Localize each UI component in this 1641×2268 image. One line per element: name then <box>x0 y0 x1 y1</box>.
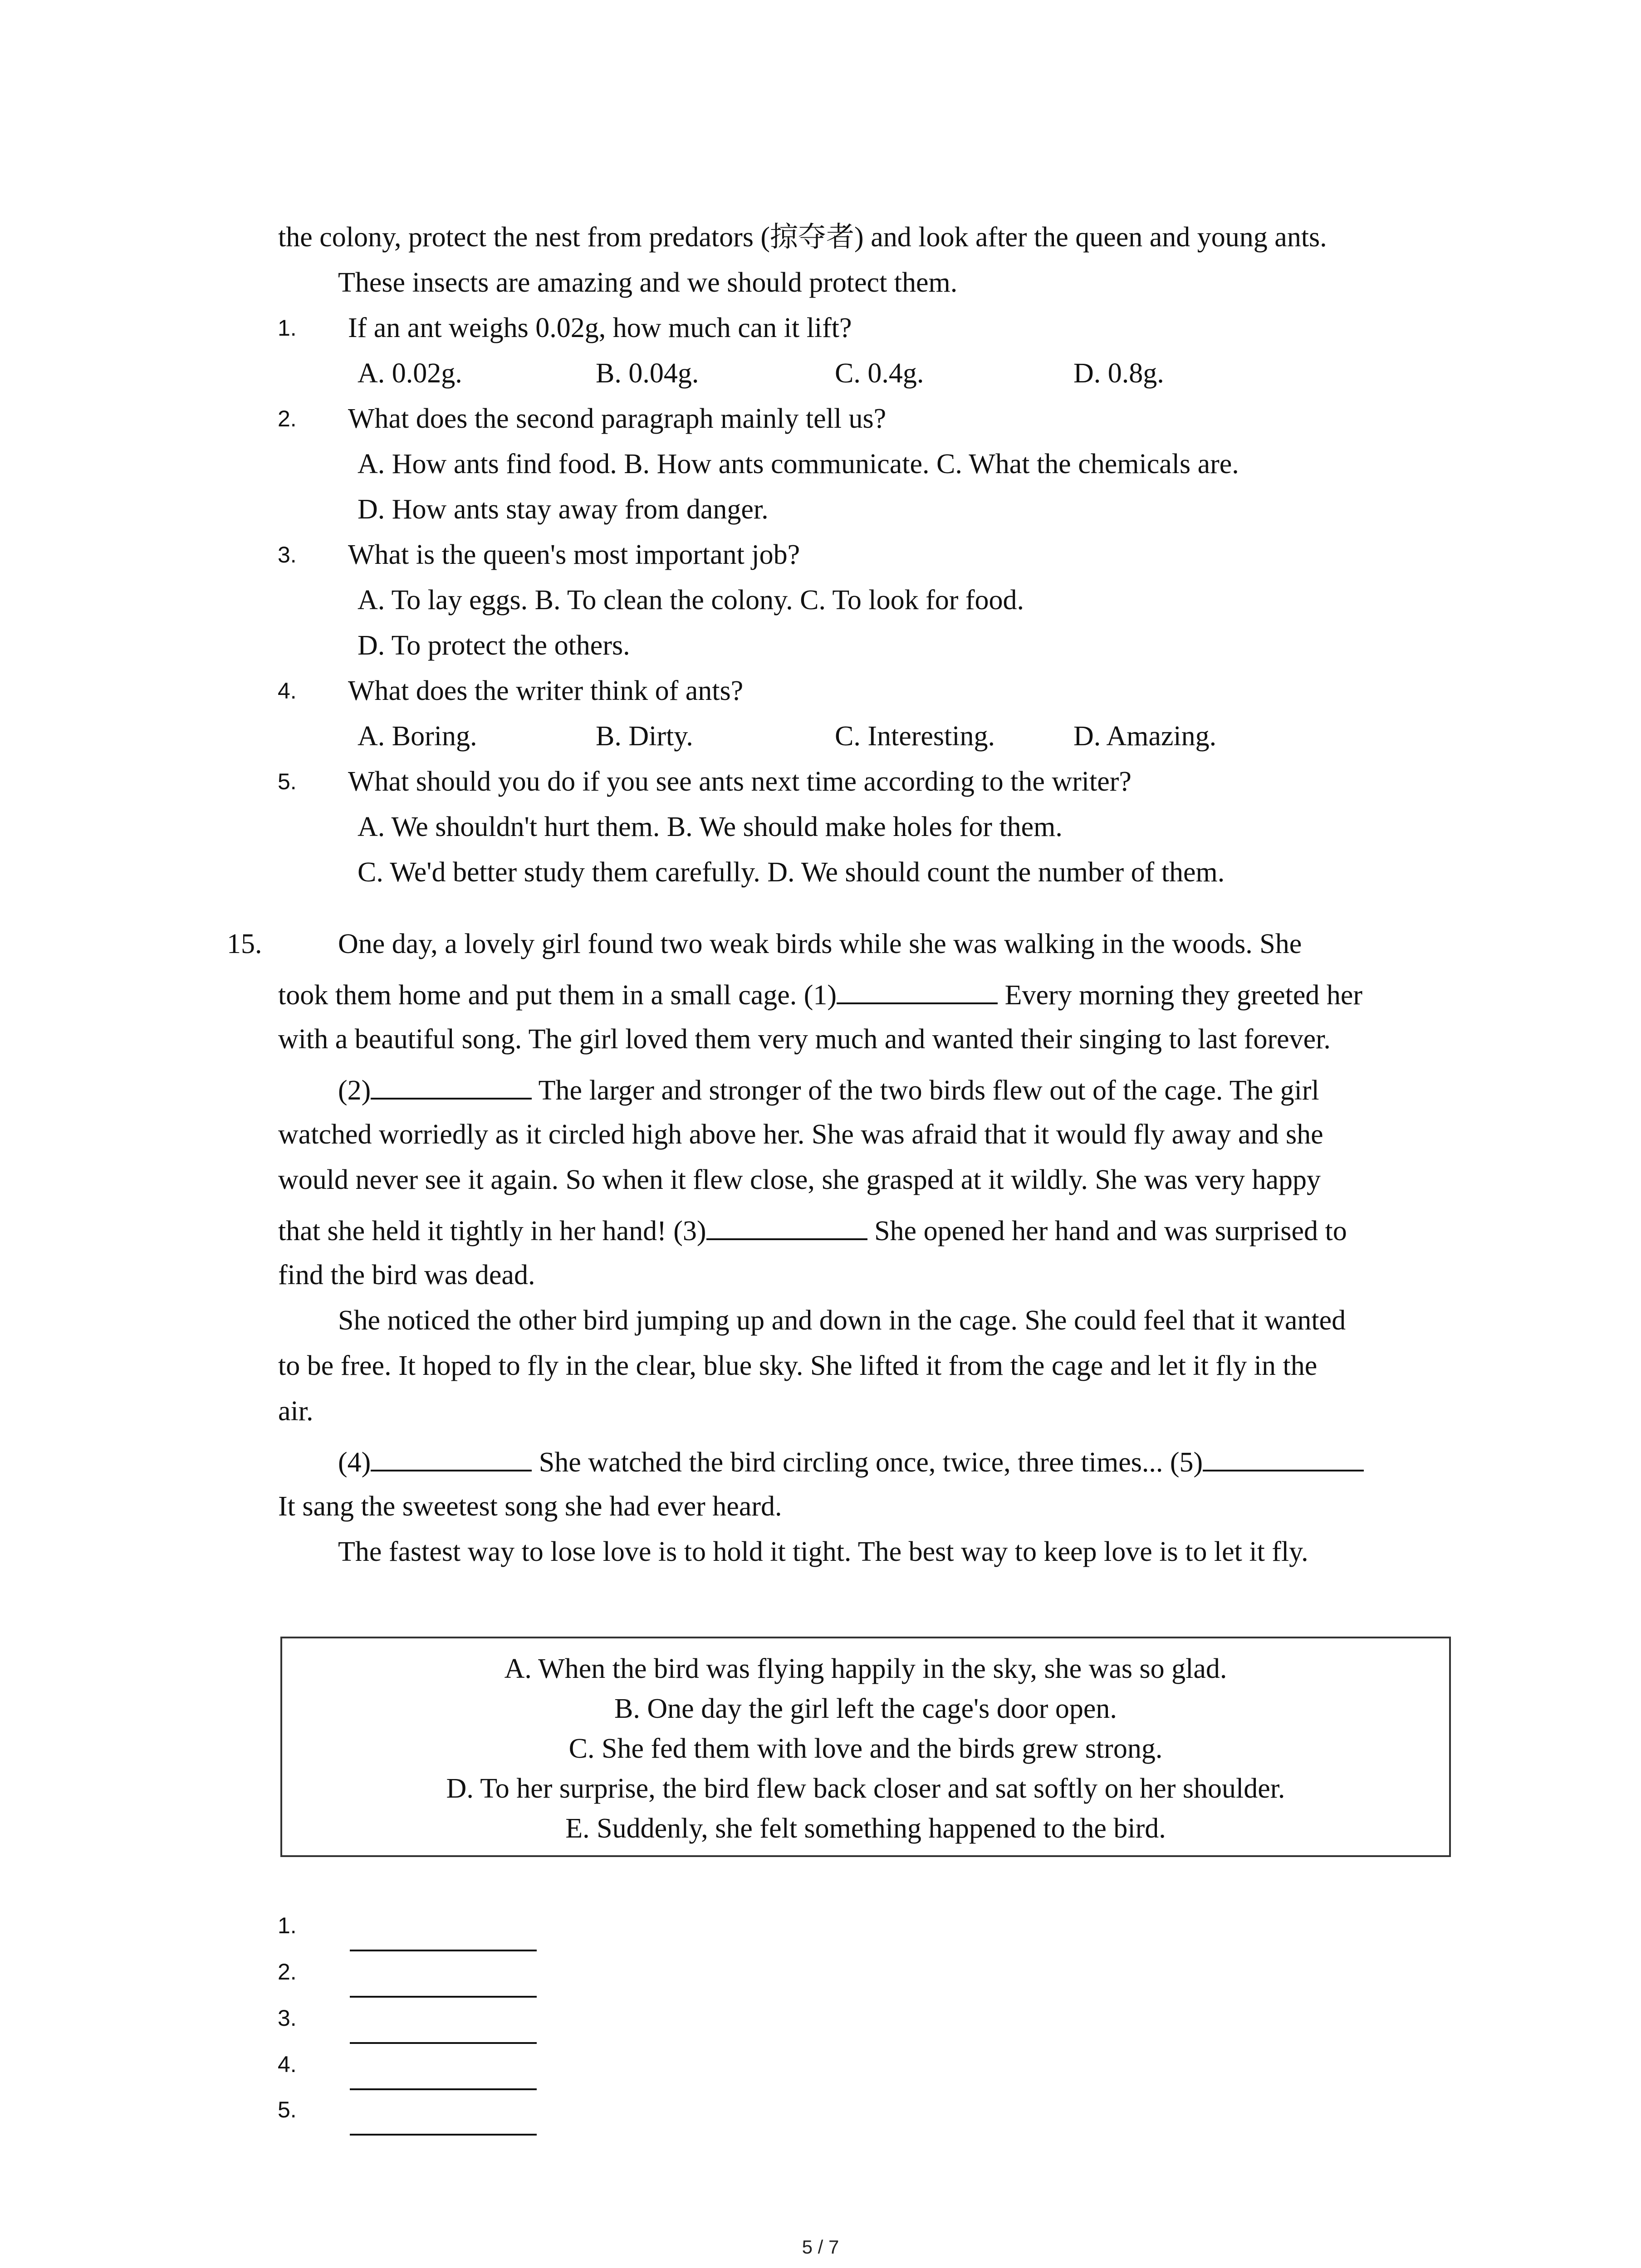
options-line: D. How ants stay away from danger. <box>358 494 769 525</box>
answer-number: 5. <box>278 2097 297 2122</box>
blank-1[interactable] <box>837 980 998 1004</box>
question-number: 3. <box>278 542 297 567</box>
passage-line: One day, a lovely girl found two weak birds while she was walking in the woods. She <box>338 929 1302 959</box>
option: D. 0.8g. <box>1073 358 1164 389</box>
blank-2[interactable] <box>371 1075 532 1100</box>
passage-line: The fastest way to lose love is to hold it tight. The best way to keep love is to let it fly. <box>338 1536 1308 1567</box>
passage-line: (4) She watched the bird circling once, twice, three times... (5) <box>338 1447 1364 1476</box>
question-number: 4. <box>278 678 297 704</box>
box-option: C. She fed them with love and the birds grew strong. <box>568 1733 1163 1764</box>
options-line: C. We'd better study them carefully. D. We should count the number of them. <box>358 857 1225 888</box>
passage-line: It sang the sweetest song she had ever heard. <box>278 1491 782 1522</box>
box-option: E. Suddenly, she felt something happened to the bird. <box>565 1813 1166 1844</box>
passage-line: would never see it again. So when it flew close, she grasped at it wildly. She was very happy <box>278 1164 1321 1195</box>
answer-number: 3. <box>278 2005 297 2031</box>
question-text: If an ant weighs 0.02g, how much can it lift? <box>348 313 852 343</box>
section-number: 15. <box>227 929 262 959</box>
option: B. Dirty. <box>596 721 693 752</box>
options-line: A. To lay eggs. B. To clean the colony. C. To look for food. <box>358 585 1024 616</box>
option: C. 0.4g. <box>835 358 924 389</box>
options-box <box>280 1637 1451 1857</box>
answer-line-4[interactable] <box>350 2088 537 2090</box>
passage-line: took them home and put them in a small cage. (1) Every morning they greeted her <box>278 980 1363 1011</box>
box-option: D. To her surprise, the bird flew back closer and sat softly on her shoulder. <box>446 1773 1285 1804</box>
passage-line: watched worriedly as it circled high above her. She was afraid that it would fly away and she <box>278 1119 1323 1150</box>
page-number: 5 / 7 <box>802 2236 839 2258</box>
passage-line: (2) The larger and stronger of the two birds flew out of the cage. The girl <box>338 1075 1319 1106</box>
blank-4[interactable] <box>371 1447 532 1471</box>
question-number: 1. <box>278 315 297 341</box>
blank-5[interactable] <box>1203 1447 1364 1471</box>
passage-line: the colony, protect the nest from predators (掠夺者) and look after the queen and young ants. <box>278 222 1327 253</box>
passage-line: to be free. It hoped to fly in the clear, blue sky. She lifted it from the cage and let it fly in the <box>278 1350 1318 1381</box>
option: C. Interesting. <box>835 721 995 752</box>
answer-line-2[interactable] <box>350 1996 537 1998</box>
options-line: D. To protect the others. <box>358 630 630 661</box>
options-line: A. We shouldn't hurt them. B. We should make holes for them. <box>358 811 1063 842</box>
passage-line: These insects are amazing and we should protect them. <box>338 267 958 298</box>
box-option: A. When the bird was flying happily in the sky, she was so glad. <box>504 1653 1227 1684</box>
passage-line: find the bird was dead. <box>278 1260 535 1290</box>
passage-line: with a beautiful song. The girl loved them very much and wanted their singing to last forever. <box>278 1024 1331 1055</box>
answer-line-3[interactable] <box>350 2042 537 2044</box>
answer-line-5[interactable] <box>350 2134 537 2136</box>
option: A. 0.02g. <box>358 358 462 389</box>
question-text: What does the second paragraph mainly tell us? <box>348 403 887 434</box>
question-text: What should you do if you see ants next time according to the writer? <box>348 766 1132 797</box>
passage-line: She noticed the other bird jumping up and down in the cage. She could feel that it wanted <box>338 1305 1346 1336</box>
question-number: 2. <box>278 406 297 431</box>
answer-number: 1. <box>278 1913 297 1938</box>
option: B. 0.04g. <box>596 358 699 389</box>
answer-line-1[interactable] <box>350 1950 537 1951</box>
question-text: What does the writer think of ants? <box>348 675 744 706</box>
blank-3[interactable] <box>706 1216 867 1240</box>
question-number: 5. <box>278 769 297 794</box>
answer-number: 2. <box>278 1959 297 1984</box>
option: A. Boring. <box>358 721 477 752</box>
passage-line: air. <box>278 1396 314 1427</box>
answer-number: 4. <box>278 2052 297 2077</box>
options-line: A. How ants find food. B. How ants communicate. C. What the chemicals are. <box>358 449 1239 479</box>
passage-line: that she held it tightly in her hand! (3) She opened her hand and was surprised to <box>278 1216 1347 1246</box>
box-option: B. One day the girl left the cage's door open. <box>614 1693 1117 1724</box>
question-text: What is the queen's most important job? <box>348 539 800 570</box>
option: D. Amazing. <box>1073 721 1217 752</box>
